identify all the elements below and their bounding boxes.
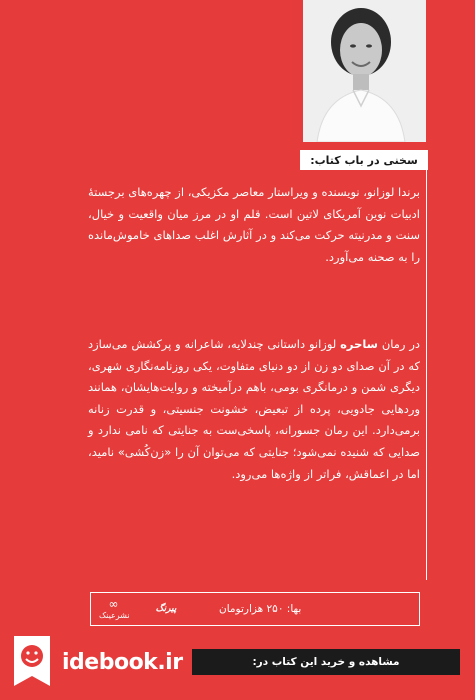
book-title: ساحره (340, 337, 378, 351)
publisher-glasses-icon: ∞ (108, 597, 120, 611)
section-label: سخنی در باب کتاب: (300, 150, 428, 170)
vertical-divider (426, 170, 427, 580)
author-photo (303, 0, 426, 142)
price-box (90, 592, 420, 626)
author-bio-paragraph: برندا لوزانو، نویسنده و ویراستار معاصر مکزیکی، از چهره‌های برجستهٔ ادبیات نوین آمریکای لاتین است. قلم او در مرز میان واقعیت و خیال، سنت و مدرنیته حرکت می‌کند و در آثارش اغلب صداهای خاموش‌مانده را به صحنه می‌آورد. (88, 185, 420, 264)
idebook-badge-icon[interactable] (12, 634, 52, 688)
price-label: بها: ۲۵۰ هزارتومان (219, 603, 302, 615)
summary-body: لوزانو داستانی چندلایه، شاعرانه و پرکشش می‌سازد که در آن صدای دو زن از دو دنیای متفاوت، یکی روزنامه‌نگاری شهری، دیگری شمن و درمانگری بومی، باهم درآمیخته و روایت‌هایشان، همانند وردهایی جادویی، پرده از تبعیض، خشونت جنسیتی، و قدرت زنانه برمی‌دارد. این رمان جسورانه، پاسخی‌ست به جنایتی که نامی ندارد و صدایی که شنیده نمی‌شود؛ جنایتی که می‌توان آن را «زن‌کُشی» نامید، اما در اعماقش، فراتر از واژه‌ها می‌رود. (88, 337, 420, 481)
author-portrait-image (303, 0, 426, 142)
watermark-site-name[interactable]: idebook.ir (62, 650, 183, 675)
publisher-name: نشرعینک (99, 611, 130, 620)
publisher-logo (99, 597, 129, 623)
imprint-logo: پیرنگ (155, 604, 177, 614)
watermark-bar[interactable]: مشاهده و خرید این کتاب در: (192, 649, 460, 675)
summary-intro: در رمان (377, 337, 420, 351)
book-summary-paragraph (88, 334, 420, 485)
